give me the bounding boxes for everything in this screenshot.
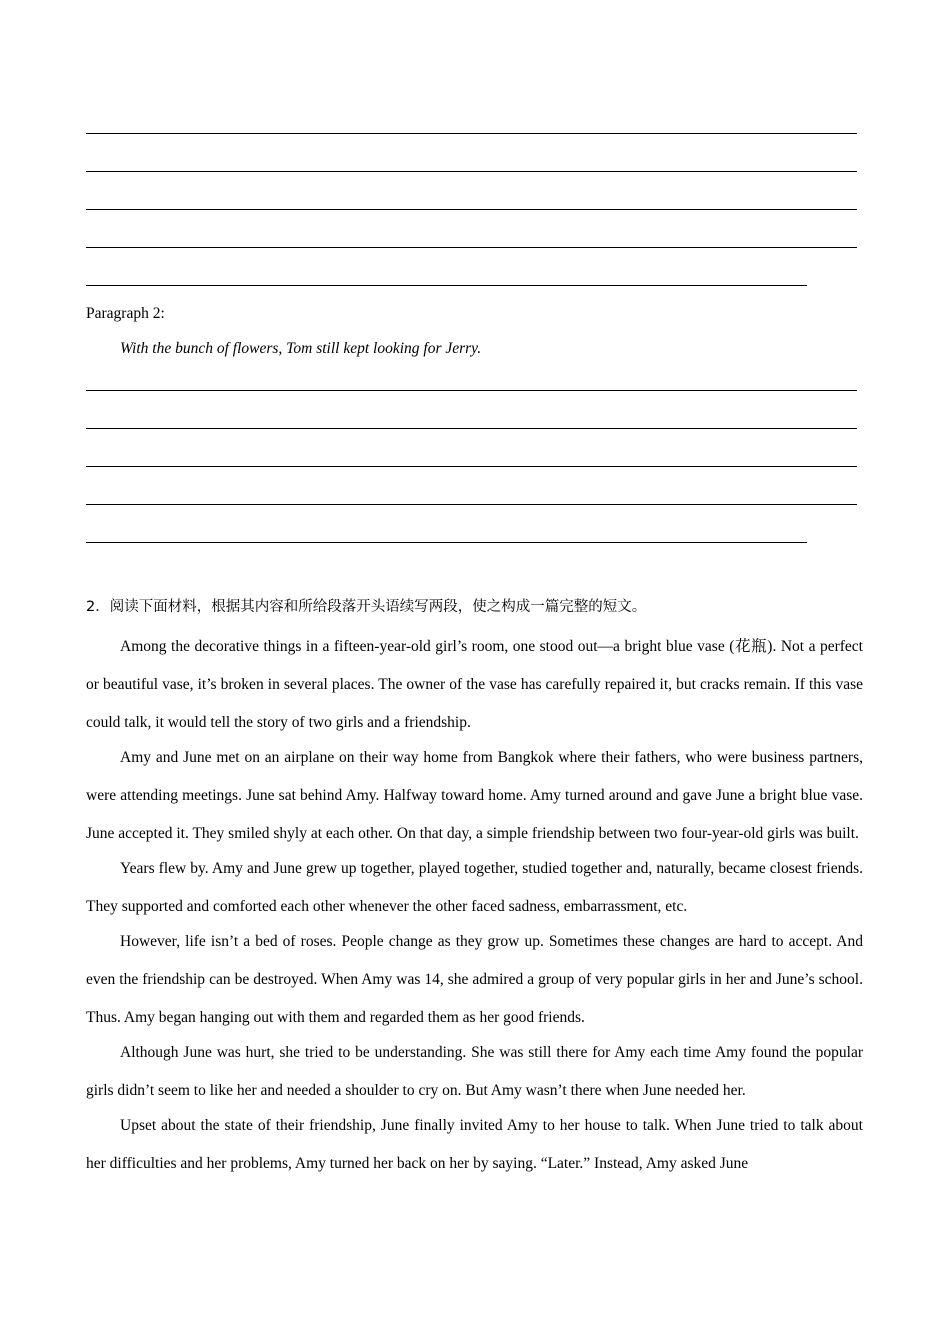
writing-line[interactable] [86,390,857,391]
passage-paragraph: Upset about the state of their friendship, June finally invited Amy to her house to talk. When June tried to talk about her difficulties and her problems, Amy turned her back on her by saying. “Later.” Instead, Amy asked June [86,1117,863,1172]
question-2-passage [86,628,863,1183]
question-2-heading: 2．阅读下面材料，根据其内容和所给段落开头语续写两段，使之构成一篇完整的短文。 [86,599,647,615]
paragraph-2-prompt: With the bunch of flowers, Tom still kept looking for Jerry. [120,340,482,357]
passage-paragraph: Years flew by. Amy and June grew up together, played together, studied together and, naturally, became closest friends. They supported and comforted each other whenever the other faced sadness, embarrassment, etc. [86,860,863,915]
writing-line[interactable] [86,504,857,505]
writing-line[interactable] [86,428,857,429]
writing-line[interactable] [86,542,807,543]
passage-paragraph: Amy and June met on an airplane on their way home from Bangkok where their fathers, who were business partners, were attending meetings. June sat behind Amy. Halfway toward home. Amy turned around and gave June a bright blue vase. June accepted it. They smiled shyly at each other. On that day, a simple friendship between two four-year-old girls was built. [86,749,863,842]
passage-paragraph: Among the decorative things in a fifteen-year-old girl’s room, one stood out—a bright blue vase (花瓶). Not a perfect or beautiful vase, it’s broken in several places. The owner of the vase has carefully repaired it, but cracks remain. If this vase could talk, it would tell the story of two girls and a friendship. [86,638,863,731]
passage-paragraph: However, life isn’t a bed of roses. People change as they grow up. Sometimes these changes are hard to accept. And even the friendship can be destroyed. When Amy was 14, she admired a group of very popular girls in her and June’s school. Thus. Amy began hanging out with them and regarded them as her good friends. [86,933,863,1026]
writing-line[interactable] [86,466,857,467]
writing-line[interactable] [86,285,807,286]
writing-line[interactable] [86,171,857,172]
writing-line[interactable] [86,133,857,134]
writing-line[interactable] [86,209,857,210]
paragraph-2-label: Paragraph 2: [86,305,165,322]
writing-line[interactable] [86,247,857,248]
passage-paragraph: Although June was hurt, she tried to be understanding. She was still there for Amy each time Amy found the popular girls didn’t seem to like her and needed a shoulder to cry on. But Amy wasn’t there when June needed her. [86,1044,863,1099]
